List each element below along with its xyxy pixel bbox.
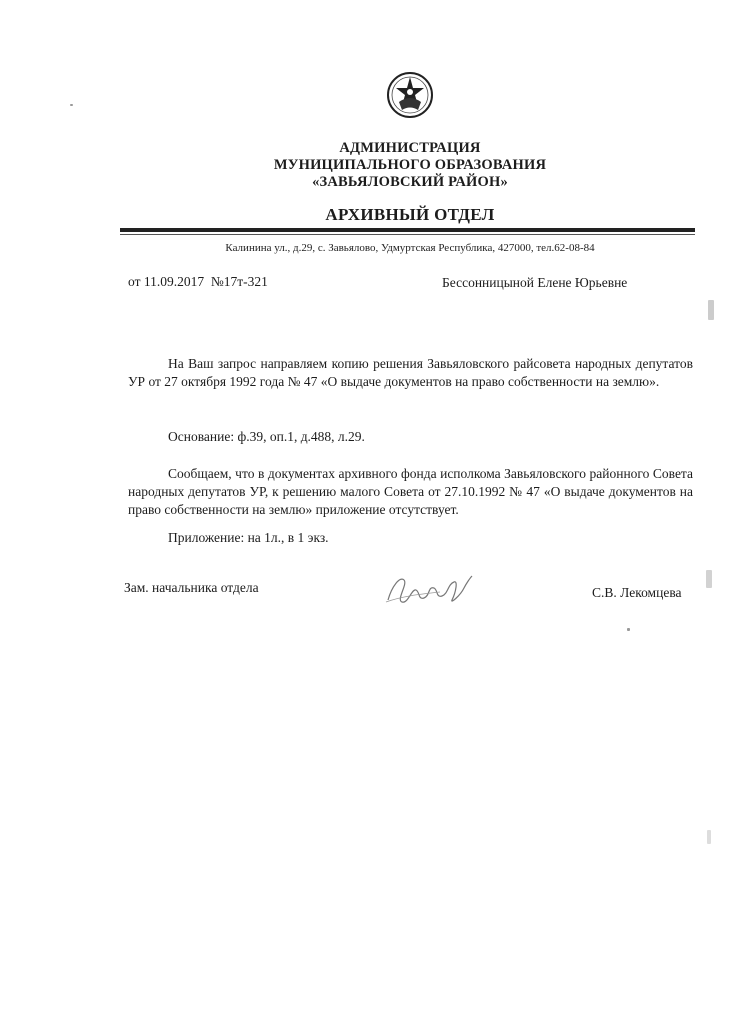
scan-mark bbox=[70, 104, 73, 106]
signatory-name: С.В. Лекомцева bbox=[592, 585, 682, 600]
scan-mark bbox=[627, 628, 630, 631]
paragraph-request: На Ваш запрос направляем копию решения Завьяловского райсовета народных депутатов УР от 27 октября 1992 года № 47 «О выдаче документов на право собственности на землю». bbox=[128, 356, 693, 389]
scan-mark bbox=[707, 830, 711, 844]
organization-address: Калинина ул., д.29, с. Завьялово, Удмуртская Республика, 427000, тел.62-08-84 bbox=[225, 242, 595, 254]
header-line-3: «ЗАВЬЯЛОВСКИЙ РАЙОН» bbox=[312, 174, 508, 190]
scan-mark bbox=[706, 570, 712, 588]
coat-of-arms-icon bbox=[385, 70, 435, 120]
addressee: Бессонницыной Елене Юрьевне bbox=[442, 275, 628, 290]
paragraph-notice: Сообщаем, что в документах архивного фонда исполкома Завьяловского районного Совета народных депутатов УР, к решению малого Совета от 27.10.1992 № 47 «О выдаче документов на право собственности на землю» приложение отсутствует. bbox=[128, 466, 693, 517]
scan-mark bbox=[708, 300, 714, 320]
handwritten-signature bbox=[382, 566, 478, 610]
paragraph-attachment: Приложение: на 1л., в 1 экз. bbox=[168, 530, 329, 545]
paragraph-basis: Основание: ф.39, оп.1, д.488, л.29. bbox=[168, 429, 365, 444]
header-divider-thick bbox=[120, 228, 695, 232]
signatory-title: Зам. начальника отдела bbox=[124, 580, 259, 595]
header-line-1: АДМИНИСТРАЦИЯ bbox=[339, 140, 481, 156]
header-divider-thin bbox=[120, 234, 695, 235]
document-date-number: от 11.09.2017 №17т-321 bbox=[128, 274, 268, 289]
department-title: АРХИВНЫЙ ОТДЕЛ bbox=[325, 205, 495, 224]
header-line-2: МУНИЦИПАЛЬНОГО ОБРАЗОВАНИЯ bbox=[273, 157, 547, 173]
